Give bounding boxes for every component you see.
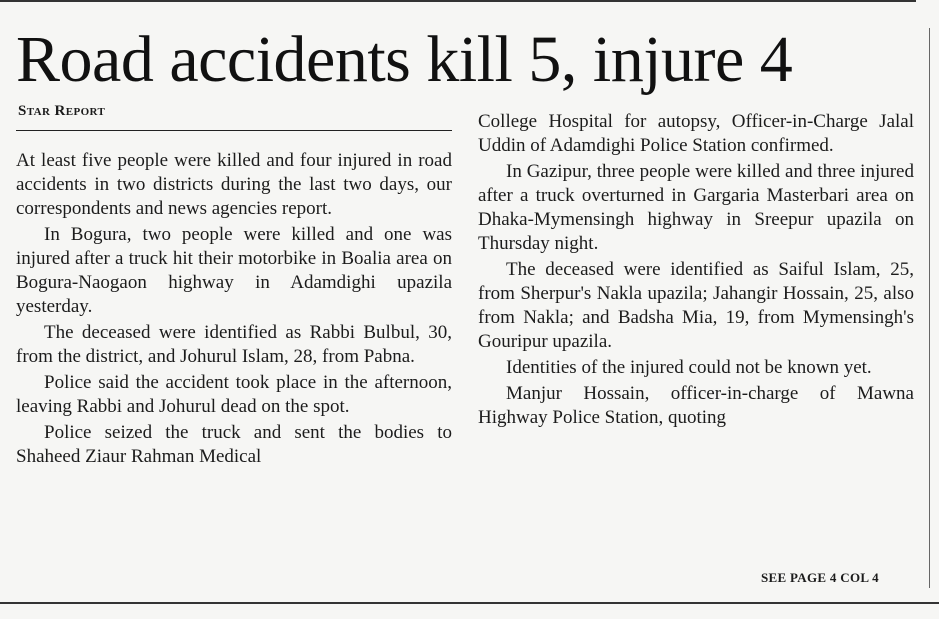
paragraph: Police said the accident took place in the afternoon, leaving Rabbi and Johurul dead on the spot. bbox=[16, 372, 452, 417]
article-column-1 bbox=[16, 149, 452, 469]
article-column-2 bbox=[478, 110, 914, 430]
byline: Star Report bbox=[18, 103, 106, 119]
paragraph: The deceased were identified as Saiful Islam, 25, from Sherpur's Nakla upazila; Jahangir Hossain, 25, also from Nakla; and Badsha Mia, 19, from Mymensingh's Gouripur upazila. bbox=[478, 259, 914, 352]
paragraph: At least five people were killed and four injured in road accidents in two districts during the last two days, our correspondents and news agencies report. bbox=[16, 150, 452, 219]
right-column-rule bbox=[929, 28, 930, 588]
paragraph: Police seized the truck and sent the bodies to Shaheed Ziaur Rahman Medical bbox=[16, 422, 452, 467]
paragraph: In Gazipur, three people were killed and three injured after a truck overturned in Gargaria Masterbari area on Dhaka-Mymensingh highway in Sreepur upazila on Thursday night. bbox=[478, 161, 914, 254]
paragraph: College Hospital for autopsy, Officer-in-Charge Jalal Uddin of Adamdighi Police Station confirmed. bbox=[478, 111, 914, 156]
paragraph: In Bogura, two people were killed and one was injured after a truck hit their motorbike in Boalia area on Bogura-Naogaon highway in Adamdighi upazila yesterday. bbox=[16, 224, 452, 317]
paragraph: The deceased were identified as Rabbi Bulbul, 30, from the district, and Johurul Islam, 28, from Pabna. bbox=[16, 322, 452, 367]
jump-line: SEE PAGE 4 COL 4 bbox=[761, 570, 879, 585]
byline-rule bbox=[16, 130, 452, 131]
bottom-rule bbox=[0, 602, 939, 604]
paragraph: Identities of the injured could not be known yet. bbox=[506, 357, 872, 378]
headline: Road accidents kill 5, injure 4 bbox=[16, 23, 793, 96]
paragraph: Manjur Hossain, officer-in-charge of Mawna Highway Police Station, quoting bbox=[478, 383, 914, 428]
top-rule bbox=[0, 0, 916, 2]
